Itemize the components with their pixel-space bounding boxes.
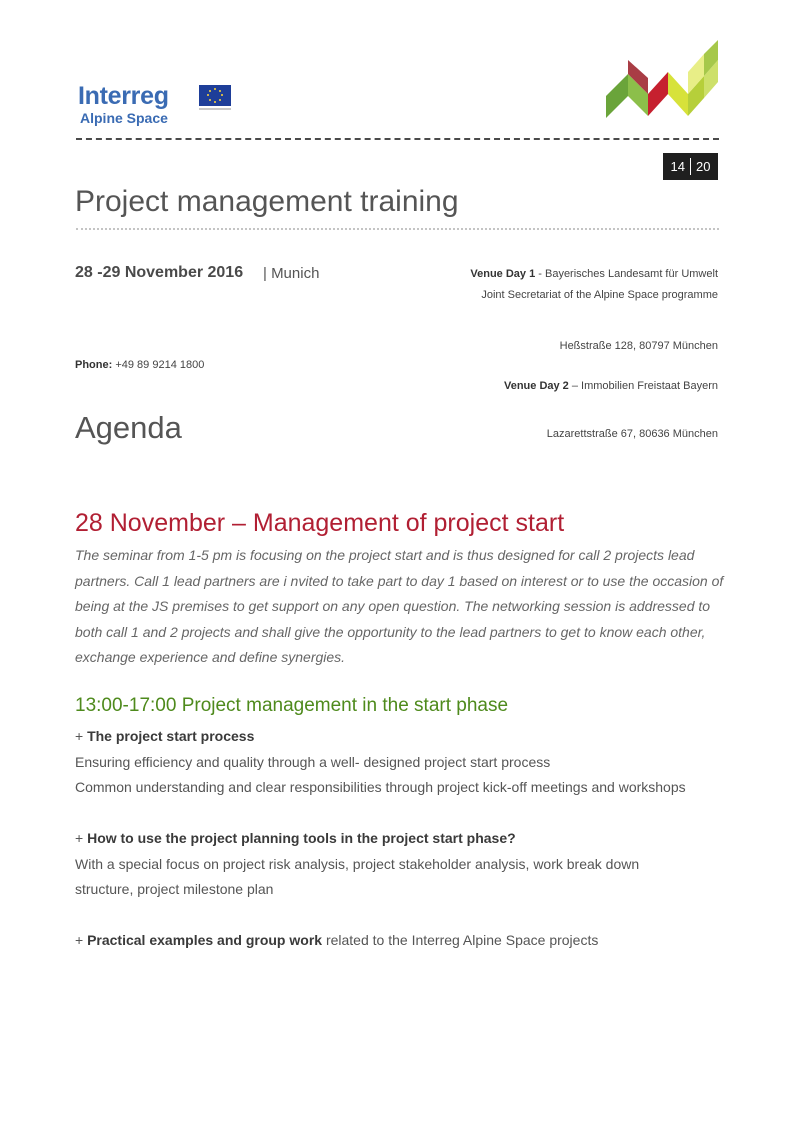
event-city: | Munich [263,265,320,282]
item1-line2: Common understanding and clear responsibilities through project kick-off meetings and workshops [75,779,686,795]
item1-title-line [75,728,254,744]
venue-day1-name: - Bayerisches Landesamt für Umwelt [538,268,718,280]
venue-day2-label: Venue Day 2 [503,380,569,392]
item3-line [75,932,598,948]
venue-day1-label: Venue Day 1 [470,268,536,280]
item2-prefix: + [75,830,88,846]
page-badge-left: 14 [670,159,685,174]
item3-prefix: + [75,932,88,948]
alpine-space-mountain-icon [604,38,720,124]
page-badge-right: 20 [696,159,711,174]
session-heading: 13:00-17:00 Project management in the start phase [75,695,509,716]
intro-paragraph: The seminar from 1-5 pm is focusing on the project start and is thus designed for call 2 projects lead partners. Call 1 lead partners are i nvited to take part to day 1 based on interest or to use the occasion of being at the JS premises to get support on any open question. The networking session is addressed to both call 1 and 2 projects and shall give the opportunity to the lead partners to get to know each other, exchange experience and define synergies. [75,547,724,665]
venue-day2-name: – Immobilien Freistaat Bayern [571,380,718,392]
venue-day1-address: Heßstraße 128, 80797 München [559,340,718,352]
item2-title: How to use the project planning tools in the project start phase? [87,830,516,846]
eu-caption-line [199,108,231,110]
page-badge-separator [690,158,691,175]
title-divider [76,228,719,230]
event-date: 28 -29 November 2016 [75,264,244,281]
item3-title: Practical examples and group work [87,932,323,948]
item3-rest: related to the Interreg Alpine Space projects [322,932,599,948]
item2-line1: With a special focus on project risk analysis, project stakeholder analysis, work break down [75,856,640,872]
agenda-heading: Agenda [75,410,182,445]
page-badge [663,153,718,180]
day-heading: 28 November – Management of project start [75,509,565,537]
item2-line2: structure, project milestone plan [75,881,274,897]
venue-day1 [470,268,718,280]
venue-day2-address: Lazarettstraße 67, 80636 München [546,428,718,440]
phone-label: Phone: [75,359,113,371]
header-divider [76,138,719,140]
phone-value: +49 89 9214 1800 [115,359,205,371]
venue-day2 [504,380,718,392]
item1-line1: Ensuring efficiency and quality through a well- designed project start process [75,754,551,770]
interreg-logo-text: Interreg [78,82,169,110]
item2-title-line [75,830,516,846]
venue-day1-line2: Joint Secretariat of the Alpine Space programme [481,289,718,301]
alpine-space-logo-text: Alpine Space [80,110,168,126]
item1-title: The project start process [87,728,255,744]
eu-flag-icon [199,85,231,106]
event-phone [75,359,204,371]
page-title: Project management training [75,185,459,218]
item1-prefix: + [75,728,88,744]
